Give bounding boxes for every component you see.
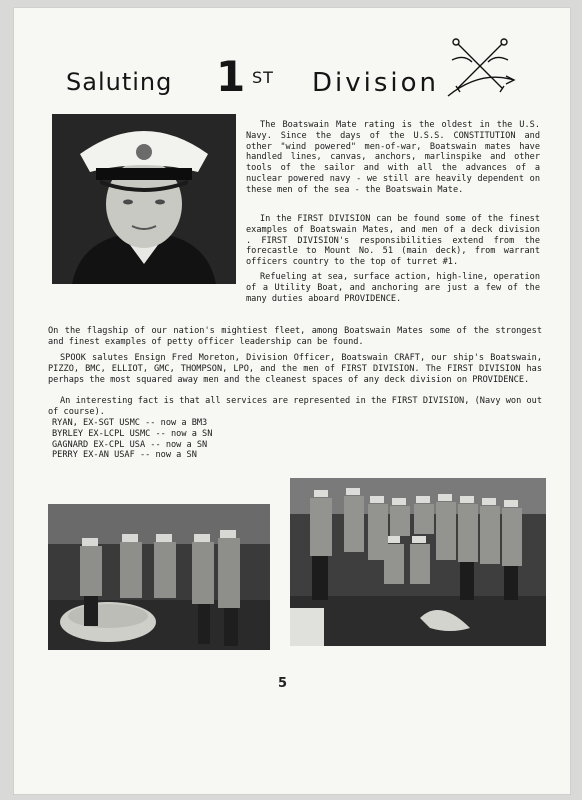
deck-crew-photo-left xyxy=(48,504,270,650)
paragraph-flagship: On the flagship of our nation's mightiest fleet, among Boatswain Mates some of the strongest and finest examples of petty officer leadership can be found. xyxy=(48,326,542,347)
list-item: GAGNARD EX-CPL USA -- now a SN xyxy=(52,439,208,450)
title-word-division: Division xyxy=(312,68,440,98)
title-word-1: 1 xyxy=(216,52,246,101)
paragraph-duties: Refueling at sea, surface action, high-line, operation of a Utility Boat, and anchoring are just a few of the many duties aboard PROVIDENCE. xyxy=(246,272,540,304)
first-division-group-photo xyxy=(290,478,546,646)
list-item: RYAN, EX-SGT USMC -- now a BM3 xyxy=(52,418,208,428)
services-list xyxy=(52,418,212,461)
newsletter-page xyxy=(14,8,570,794)
page-number: 5 xyxy=(278,676,288,691)
list-item: PERRY EX-AN USAF -- now a SN xyxy=(52,450,197,461)
paragraph-salutes: SPOOK salutes Ensign Fred Moreton, Division Officer, Boatswain CRAFT, our ship's Boatswain, PIZZO, BMC, ELLIOT, GMC, THOMPSON, LPO, and the men of FIRST DIVISION. The FIRST DIVISION has perhaps the most squared away men and the cleanest spaces of any deck division on PROVIDENCE. xyxy=(48,353,542,385)
crossed-anchors-icon xyxy=(444,30,516,102)
paragraph-first-division-responsibilities: In the FIRST DIVISION can be found some of the finest examples of Boatswain Mates, and men of a deck division . FIRST DIVISION's responsibilities extend from the forecastle to Mount No. 51 (main deck), from warrant officers country to the top of turret #1. xyxy=(246,214,540,268)
paragraph-boatswain-history: The Boatswain Mate rating is the oldest in the U.S. Navy. Since the days of the U.S.S. CONSTITUTION and other "wind powered" men-of-war, Boatswain mates have handled lines, canvas, anchors, marlinspike and other tools of the sailor and with all the advances of a nuclear powered navy - we still are heavily dependent on these men of the sea - the Boatswain Mate. xyxy=(246,120,540,195)
officer-portrait-photo xyxy=(52,114,236,284)
list-item: BYRLEY EX-LCPL USMC -- now a SN xyxy=(52,428,213,439)
title-word-st: ST xyxy=(252,68,274,87)
title-word-saluting: Saluting xyxy=(66,68,173,96)
page-title xyxy=(66,52,440,106)
paragraph-services-fact: An interesting fact is that all services are represented in the FIRST DIVISION, (Navy won out of course). xyxy=(48,396,542,417)
